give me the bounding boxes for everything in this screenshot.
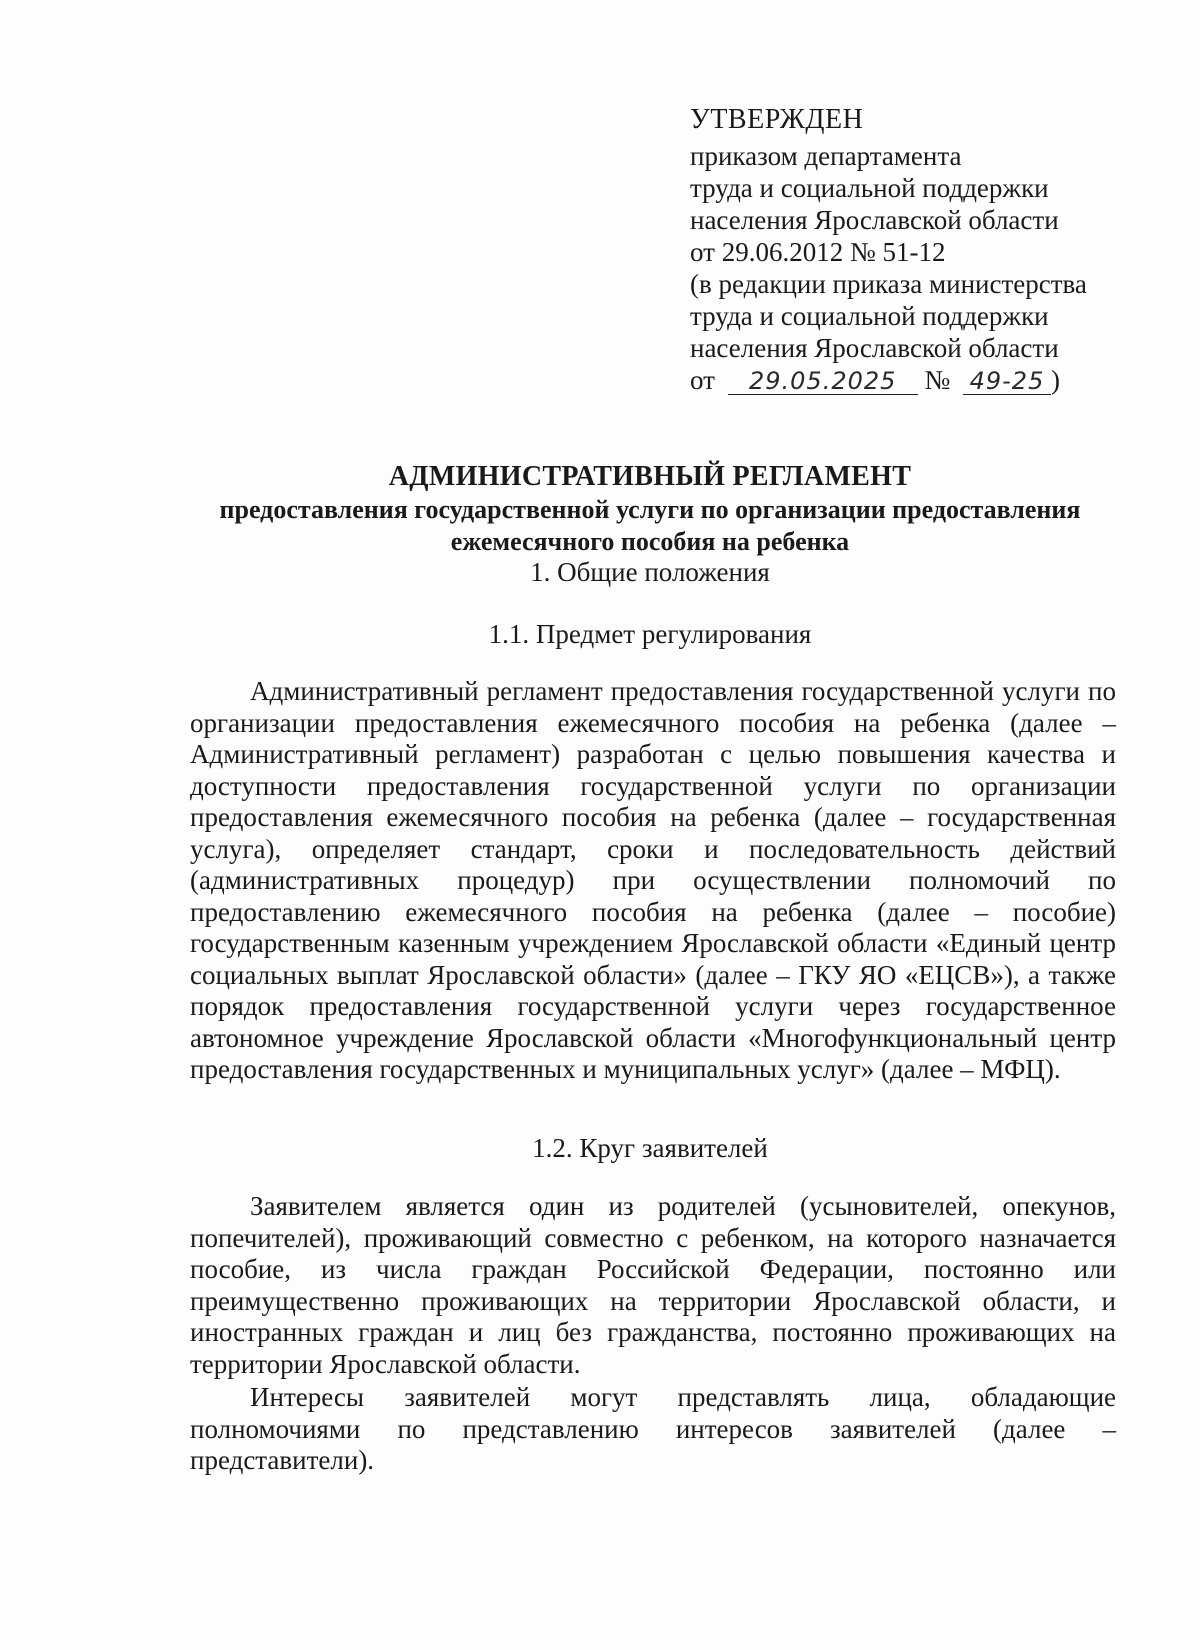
ot-label: от <box>690 365 715 395</box>
approval-line: труда и социальной поддержки <box>690 301 1049 331</box>
approval-line: труда и социальной поддержки <box>690 173 1049 203</box>
approval-line: приказом департамента <box>690 141 962 171</box>
paragraph-regulation-subject: Административный регламент предоставления государственной услуги по организации предоставления ежемесячного пособия на ребенка (далее – Административный регламент) разработан с целью повышения качества и доступности предоставления государственной услуги по организации предоставления ежемесячного пособия на ребенка (далее – государственная услуга), определяет стандарт, сроки и последовательность действий (административных процедур) при осуществлении полномочий по предоставлению ежемесячного пособия на ребенка (далее – пособие) государственным казенным учреждением Ярославской области «Единый центр социальных выплат Ярославской области» (далее – ГКУ ЯО «ЕЦСВ»), а также порядок предоставления государственной услуги через государственное автономное учреждение Ярославской области «Многофункциональный центр предоставления государственных и муниципальных услуг» (далее – МФЦ). <box>190 676 1116 1084</box>
handwritten-number: 49-25 <box>963 368 1051 395</box>
approval-date-line <box>690 364 1150 396</box>
document-subtitle-line: предоставления государственной услуги по организации предоставления <box>219 495 1081 524</box>
approval-line: от 29.06.2012 № 51-12 <box>690 237 946 267</box>
section-heading-applicants: 1.2. Круг заявителей <box>532 1133 768 1163</box>
approval-stamp-block <box>690 100 1150 396</box>
handwritten-date: 29.05.2025 <box>728 368 918 395</box>
document-title: АДМИНИСТРАТИВНЫЙ РЕГЛАМЕНТ <box>388 461 912 492</box>
document-title-block <box>180 460 1120 558</box>
paragraph-applicants: Заявителем является один из родителей (усыновителей, опекунов, попечителей), проживающий совместно с ребенком, на которого назначается пособие, из числа граждан Российской Федерации, постоянно или преимущественно проживающих на территории Ярославской области, и иностранных граждан и лиц без гражданства, постоянно проживающих на территории Ярославской области. <box>190 1191 1116 1379</box>
paragraph-representatives: Интересы заявителей могут представлять лица, обладающие полномочиями по представлению интересов заявителей (далее – представители). <box>190 1382 1116 1475</box>
section-heading-general: 1. Общие положения <box>530 557 770 587</box>
number-label: № <box>924 365 951 395</box>
approval-heading: УТВЕРЖДЕН <box>690 104 864 135</box>
approval-line: (в редакции приказа министерства <box>690 269 1087 299</box>
document-subtitle-line: ежемесячного пособия на ребенка <box>450 527 850 556</box>
section-heading-subject: 1.1. Предмет регулирования <box>488 619 812 649</box>
closing-paren: ) <box>1050 365 1060 395</box>
approval-line: населения Ярославской области <box>690 333 1059 363</box>
approval-line: населения Ярославской области <box>690 205 1059 235</box>
